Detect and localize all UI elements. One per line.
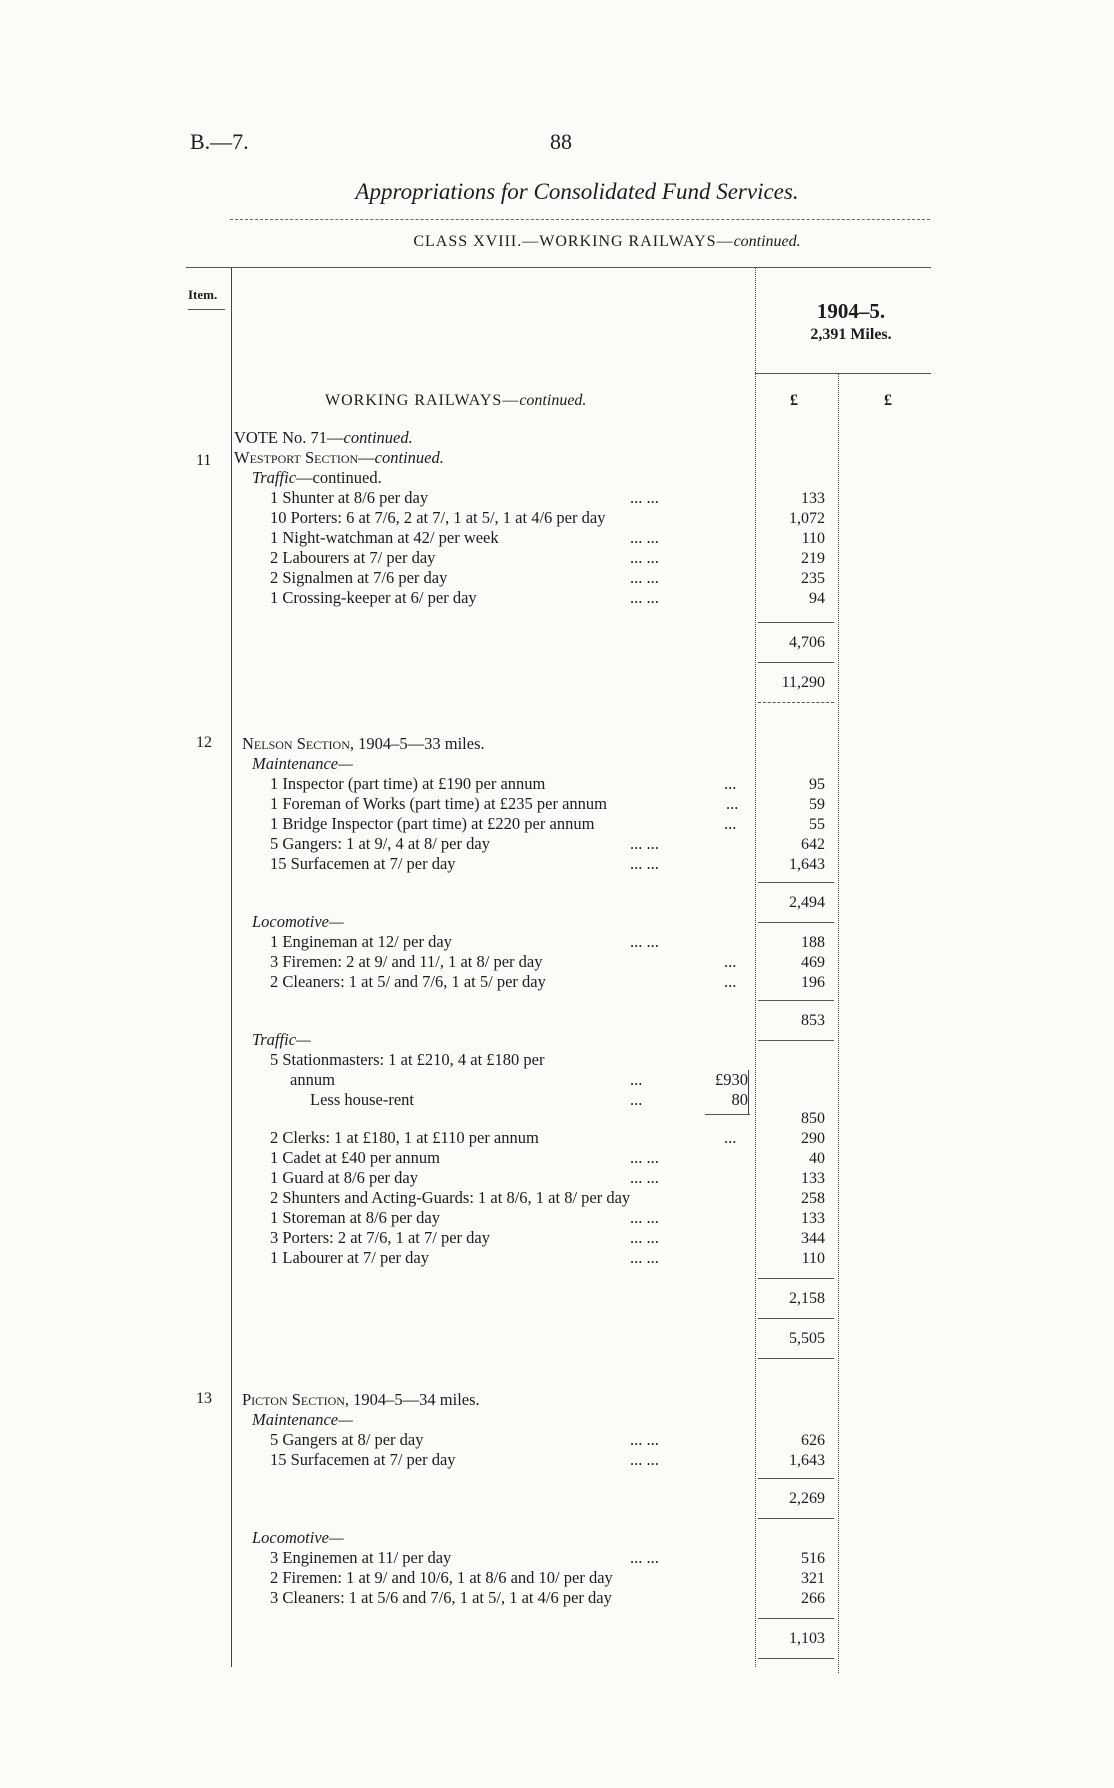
amount: 110 xyxy=(801,1250,825,1267)
amount: 133 xyxy=(801,1170,825,1187)
amount: 40 xyxy=(809,1150,825,1167)
list-item: 10 Porters: 6 at 7/6, 2 at 7/, 1 at 5/, 1 at 4/6 per day xyxy=(270,508,606,527)
traffic-continued-heading: Traffic—continued. xyxy=(252,468,382,487)
item-number-13: 13 xyxy=(196,1390,212,1407)
amount: 469 xyxy=(801,954,825,971)
item-number-12: 12 xyxy=(196,734,212,751)
amount: 94 xyxy=(809,590,825,607)
locomotive-heading: Locomotive— xyxy=(252,1528,344,1547)
list-item: 3 Enginemen at 11/ per day xyxy=(270,1548,452,1567)
subtotal-rule xyxy=(758,1518,834,1519)
subtotal-rule xyxy=(758,622,834,623)
leader-dots: ... ... xyxy=(630,932,659,951)
amount: 516 xyxy=(801,1550,825,1567)
list-item: 3 Porters: 2 at 7/6, 1 at 7/ per day xyxy=(270,1228,490,1247)
leader-dots: ... ... xyxy=(630,834,659,853)
amount: 1,643 xyxy=(789,1452,825,1469)
amount: 266 xyxy=(801,1590,825,1607)
list-item: 1 Engineman at 12/ per day xyxy=(270,932,452,951)
list-item: 1 Foreman of Works (part time) at £235 per annum xyxy=(270,794,607,813)
amount: 258 xyxy=(801,1190,825,1207)
westport-section-heading: Westport Section—continued. xyxy=(234,448,444,467)
locomotive-heading: Locomotive— xyxy=(252,912,344,931)
document-code: B.—7. xyxy=(190,129,249,154)
table-top-rule xyxy=(186,267,931,268)
item12-traffic-subtotal: 2,158 xyxy=(789,1290,825,1307)
leader-dots: ... ... xyxy=(630,1148,659,1167)
year-header: 1904–5. xyxy=(816,299,886,323)
amount: 1,643 xyxy=(789,856,825,873)
total-rule xyxy=(758,1358,834,1359)
leader-dots: ... xyxy=(724,1128,737,1147)
stationmasters-net: 850 xyxy=(801,1110,825,1127)
stationmasters-gross: £930 xyxy=(715,1070,748,1089)
leader-dots: ... xyxy=(630,1070,643,1089)
deduction-rule xyxy=(705,1114,750,1115)
leader-dots: ... ... xyxy=(630,488,659,507)
page-number: 88 xyxy=(550,129,572,154)
subtotal-rule xyxy=(758,1040,834,1041)
list-item: 2 Cleaners: 1 at 5/ and 7/6, 1 at 5/ per day xyxy=(270,972,546,991)
leader-dots: ... ... xyxy=(630,1228,659,1247)
subtotal-rule xyxy=(758,1478,834,1479)
total-column-divider xyxy=(838,373,839,1673)
vote-heading: VOTE No. 71—continued. xyxy=(234,428,413,447)
maintenance-heading: Maintenance— xyxy=(252,1410,353,1429)
nelson-section-heading: Nelson Section, 1904–5—33 miles. xyxy=(242,734,485,753)
amount: 133 xyxy=(801,490,825,507)
amount: 321 xyxy=(801,1570,825,1587)
list-item: 2 Clerks: 1 at £180, 1 at £110 per annum xyxy=(270,1128,539,1147)
leader-dots: ... ... xyxy=(630,528,659,547)
item-number-11: 11 xyxy=(196,452,212,469)
leader-dots: ... ... xyxy=(630,588,659,607)
page-title: Appropriations for Consolidated Fund Services. xyxy=(355,179,799,204)
item13-maintenance-subtotal: 2,269 xyxy=(789,1490,825,1507)
item11-subtotal: 4,706 xyxy=(789,634,825,651)
subtotal-rule xyxy=(758,1000,834,1001)
leader-dots: ... ... xyxy=(630,854,659,873)
subtotal-rule xyxy=(758,1318,834,1319)
list-item: 1 Guard at 8/6 per day xyxy=(270,1168,418,1187)
leader-dots: ... xyxy=(724,814,737,833)
amount: 219 xyxy=(801,550,825,567)
item-column-header: Item. xyxy=(188,287,218,302)
leader-dots: ... xyxy=(724,952,737,971)
leader-dots: ... ... xyxy=(630,548,659,567)
subtotal-rule xyxy=(758,662,834,663)
amount: 133 xyxy=(801,1210,825,1227)
leader-dots: ... ... xyxy=(630,1248,659,1267)
list-item: 2 Shunters and Acting-Guards: 1 at 8/6, 1 at 8/ per day xyxy=(270,1188,631,1207)
list-item: 3 Cleaners: 1 at 5/6 and 7/6, 1 at 5/, 1 at 4/6 per day xyxy=(270,1588,612,1607)
maintenance-heading: Maintenance— xyxy=(252,754,353,773)
amount: 1,072 xyxy=(789,510,825,527)
leader-dots: ... ... xyxy=(630,1450,659,1469)
list-item: 5 Gangers at 8/ per day xyxy=(270,1430,424,1449)
subtotal-rule xyxy=(758,1618,834,1619)
amount: 290 xyxy=(801,1130,825,1147)
pound-header-1: £ xyxy=(790,392,798,409)
leader-dots: ... ... xyxy=(630,1548,659,1567)
item13-locomotive-subtotal: 1,103 xyxy=(789,1630,825,1647)
item12-maintenance-subtotal: 2,494 xyxy=(789,894,825,911)
less-house-rent-value: 80 xyxy=(731,1090,748,1109)
leader-dots: ... ... xyxy=(630,1168,659,1187)
item12-total: 5,505 xyxy=(789,1330,825,1347)
amount: 59 xyxy=(809,796,825,813)
list-item: 1 Storeman at 8/6 per day xyxy=(270,1208,440,1227)
item11-total: 11,290 xyxy=(781,674,825,691)
leader-dots: ... ... xyxy=(630,1208,659,1227)
amount: 196 xyxy=(801,974,825,991)
section-title: WORKING RAILWAYS—continued. xyxy=(325,392,587,409)
total-rule xyxy=(758,702,834,703)
list-item: 15 Surfacemen at 7/ per day xyxy=(270,854,456,873)
list-item: 2 Signalmen at 7/6 per day xyxy=(270,568,448,587)
list-item: 2 Labourers at 7/ per day xyxy=(270,548,436,567)
item-header-underline xyxy=(188,309,225,310)
list-item: 3 Firemen: 2 at 9/ and 11/, 1 at 8/ per day xyxy=(270,952,543,971)
list-item: 1 Crossing-keeper at 6/ per day xyxy=(270,588,477,607)
pound-header-2: £ xyxy=(884,392,892,409)
title-rule xyxy=(230,219,930,220)
list-item: 1 Cadet at £40 per annum xyxy=(270,1148,440,1167)
subtotal-rule xyxy=(758,882,834,883)
picton-section-heading: Picton Section, 1904–5—34 miles. xyxy=(242,1390,480,1409)
list-item: 15 Surfacemen at 7/ per day xyxy=(270,1450,456,1469)
list-item: 2 Firemen: 1 at 9/ and 10/6, 1 at 8/6 and 10/ per day xyxy=(270,1568,613,1587)
leader-dots: ... ... xyxy=(630,1430,659,1449)
leader-dots: ... xyxy=(630,1090,643,1109)
list-item: 1 Bridge Inspector (part time) at £220 per annum xyxy=(270,814,595,833)
item-column-divider xyxy=(231,267,232,1667)
list-item: 1 Inspector (part time) at £190 per annum xyxy=(270,774,546,793)
list-item: 1 Shunter at 8/6 per day xyxy=(270,488,429,507)
amount: 55 xyxy=(809,816,825,833)
list-item: 1 Night-watchman at 42/ per week xyxy=(270,528,499,547)
subtotal-rule xyxy=(758,922,834,923)
amount: 188 xyxy=(801,934,825,951)
leader-dots: ... xyxy=(726,794,739,813)
amount: 344 xyxy=(801,1230,825,1247)
subtotal-rule xyxy=(758,1658,834,1659)
stationmasters-line: 5 Stationmasters: 1 at £210, 4 at £180 per xyxy=(270,1050,545,1069)
class-title: CLASS XVIII.—WORKING RAILWAYS—continued. xyxy=(413,233,801,250)
leader-dots: ... xyxy=(724,774,737,793)
list-item: 1 Labourer at 7/ per day xyxy=(270,1248,429,1267)
year-header-underline xyxy=(755,373,931,374)
amount: 95 xyxy=(809,776,825,793)
amount: 110 xyxy=(801,530,825,547)
traffic-heading: Traffic— xyxy=(252,1030,311,1049)
list-item: 5 Gangers: 1 at 9/, 4 at 8/ per day xyxy=(270,834,490,853)
leader-dots: ... ... xyxy=(630,568,659,587)
miles-header: 2,391 Miles. xyxy=(810,326,892,343)
amount: 235 xyxy=(801,570,825,587)
stationmasters-line-cont: annum xyxy=(290,1070,335,1089)
inner-column-rule xyxy=(748,1070,749,1114)
amount: 626 xyxy=(801,1432,825,1449)
subtotal-rule xyxy=(758,1278,834,1279)
item12-locomotive-subtotal: 853 xyxy=(801,1012,825,1029)
amount: 642 xyxy=(801,836,825,853)
less-house-rent-label: Less house-rent xyxy=(310,1090,415,1109)
leader-dots: ... xyxy=(724,972,737,991)
